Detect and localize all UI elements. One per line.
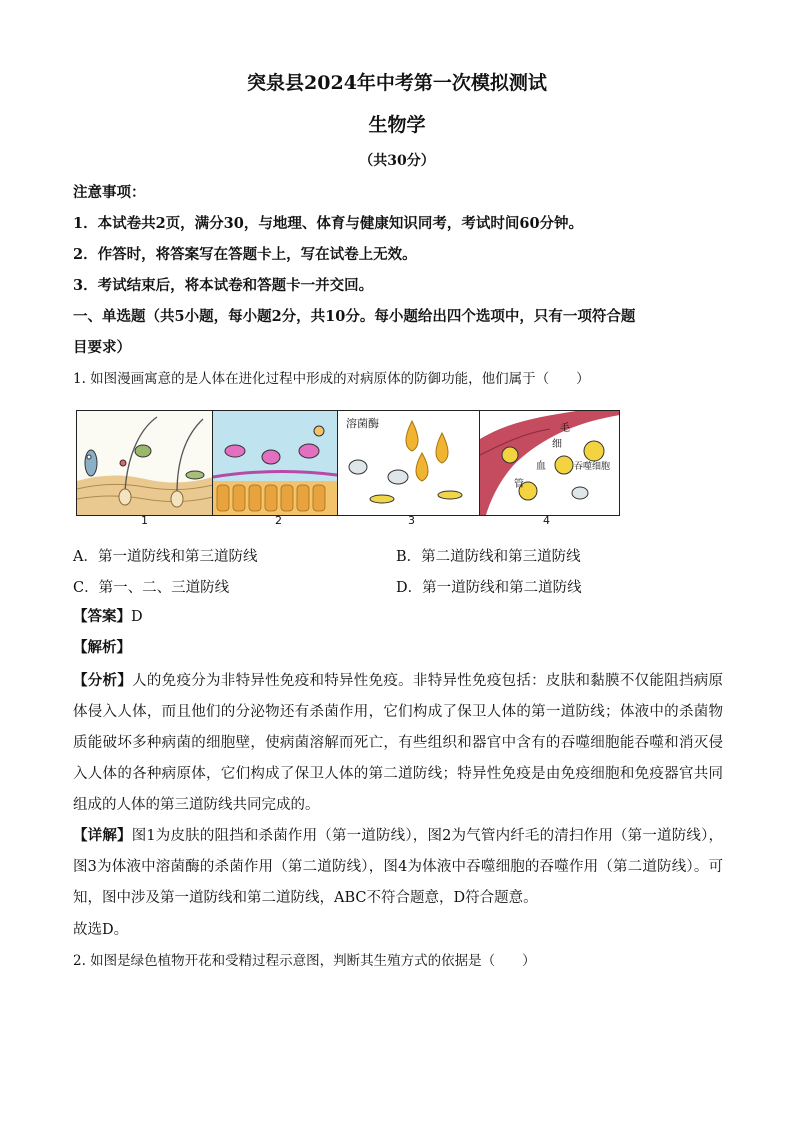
exam-title: 突泉县2024年中考第一次模拟测试 <box>247 72 547 94</box>
panel-label-3: 3 <box>408 514 415 527</box>
question-1-stem: 1. 如图漫画寓意的是人体在进化过程中形成的对病原体的防御功能，他们属于（ ） <box>73 371 590 387</box>
immune-defense-figure <box>76 410 620 516</box>
answer-line <box>73 607 723 627</box>
panel-phagocyte <box>480 411 619 515</box>
panel-cilia <box>213 411 337 515</box>
fenxi-paragraph <box>73 665 723 821</box>
notes-heading: 注意事项： <box>73 184 146 201</box>
label-blood: 血 <box>535 461 546 472</box>
xiangjie-paragraph <box>73 820 723 914</box>
notes-item-2: 2．作答时，将答案写在答题卡上，写在试卷上无效。 <box>73 246 417 263</box>
xiangjie-label: 【详解】 <box>73 827 132 844</box>
subject-title: 生物学 <box>368 114 426 136</box>
option-c: C．第一、二、三道防线 <box>73 580 230 596</box>
fenxi-label: 【分析】 <box>73 672 133 689</box>
label-thin: 细 <box>551 439 562 450</box>
panel-skin-barrier <box>77 411 213 515</box>
question-2-stem: 2. 如图是绿色植物开花和受精过程示意图，判断其生殖方式的依据是（ ） <box>73 953 536 969</box>
panel-label-1: 1 <box>141 514 148 527</box>
label-vessel: 管 <box>513 479 524 490</box>
answer-value: D <box>131 609 143 625</box>
option-a: A．第一道防线和第三道防线 <box>73 549 258 565</box>
section-heading-line1: 一、单选题（共5小题，每小题2分，共10分。每小题给出四个选项中，只有一项符合题 <box>73 308 636 325</box>
notes-item-1: 1．本试卷共2页，满分30，与地理、体育与健康知识同考，考试时间60分钟。 <box>73 215 584 232</box>
answer-label: 【答案】 <box>73 608 131 625</box>
section-heading-line2: 目要求） <box>73 339 131 356</box>
xiangjie-text: 图1为皮肤的阻挡和杀菌作用（第一道防线），图2为气管内纤毛的清扫作用（第一道防线），图3为体液中溶菌酶的杀菌作用（第二道防线），图4为体液中吞噬细胞的吞噬作用（第二道防线）。可知，图中涉及第一道防线和第二道防线，ABC不符合题意，D符合题意。 <box>73 828 723 906</box>
panel-label-4: 4 <box>543 514 550 527</box>
label-hair: 毛 <box>559 423 570 434</box>
label-phagocyte: 吞噬细胞 <box>573 462 610 472</box>
conclusion: 故选D。 <box>73 922 129 938</box>
panel-lysozyme <box>338 411 480 515</box>
fenxi-text: 人的免疫分为非特异性免疫和特异性免疫。非特异性免疫包括：皮肤和黏膜不仅能阻挡病原体侵入人体，而且他们的分泌物还有杀菌作用，它们构成了保卫人体的第一道防线；体液中的杀菌物质能破坏多种病菌的细胞壁，使病菌溶解而死亡，有些组织和器官中含有的吞噬细胞能吞噬和消灭侵入人体的各种病原体，它们构成了保卫人体的第二道防线；特异性免疫是由免疫细胞和免疫器官共同组成的人体的第三道防线共同完成的。 <box>73 673 724 813</box>
notes-item-3: 3．考试结束后，将本试卷和答题卡一并交回。 <box>73 277 374 294</box>
option-b: B．第二道防线和第三道防线 <box>396 549 581 565</box>
label-lysozyme: 溶菌酶 <box>345 417 379 430</box>
panel-label-2: 2 <box>275 514 282 527</box>
option-d: D．第一道防线和第二道防线 <box>396 580 582 596</box>
total-score: （共30分） <box>359 153 435 169</box>
analysis-label: 【解析】 <box>73 639 131 656</box>
